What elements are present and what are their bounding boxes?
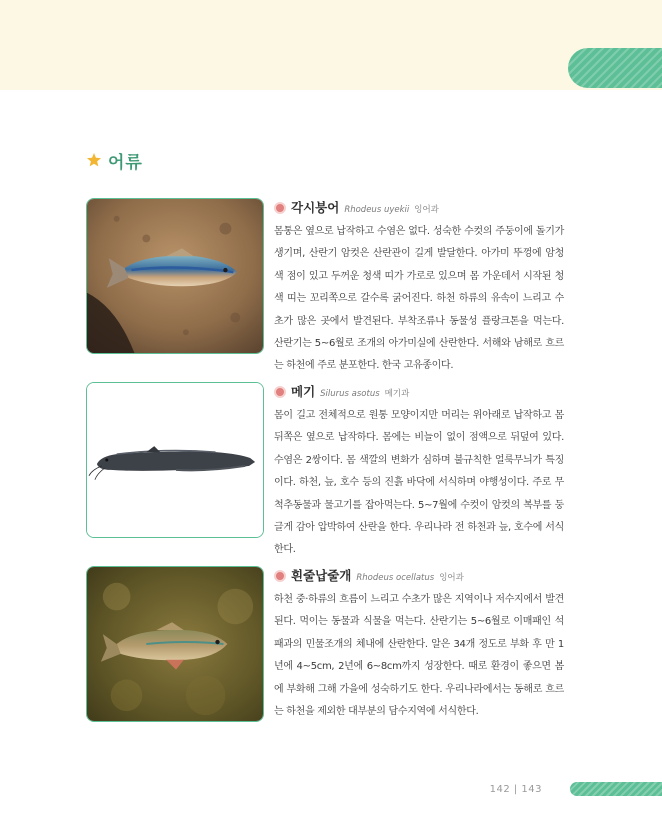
entry-title-row [274, 382, 564, 402]
star-icon [86, 152, 102, 168]
entry-text [274, 566, 564, 723]
family-name: 잉어과 [439, 573, 464, 583]
entry-title-row [274, 198, 564, 218]
species-description: 몸통은 옆으로 납작하고 수염은 없다. 성숙한 수컷의 주둥이에 돌기가 생기며, 산란기 암컷은 산란관이 길게 발달한다. 아가미 뚜껑에 암청색 점이 있고 두꺼운 청색 띠가 가로로 있으며 몸 가운데서 시작된 청색 띠는 꼬리쪽으로 갈수록 굵어진다. 하천 하류의 유속이 느리고 수초가 많은 곳에서 발견된다. 부착조류나 동물성 플랑크톤을 먹는다. 산란기는 5~6월로 조개의 아가미실에 산란한다. 서해와 남해로 흐르는 하천에 주로 분포한다. 한국 고유종이다. [274, 226, 564, 372]
entry-text [274, 382, 564, 562]
species-description: 하천 중·하류의 흐름이 느리고 수초가 많은 지역이나 저수지에서 발견된다. 먹이는 동물과 식물을 먹는다. 산란기는 5~6월로 이매패인 석패과의 민물조개의 체내에 산란한다. 알은 34개 정도로 부화 후 만 1년에 4~5cm, 2년에 6~8cm까지 성장한다. 때로 환경이 좋으면 봄에 부화해 그해 가을에 성숙하기도 한다. 우리나라에서는 동해로 흐르는 하천을 제외한 대부분의 담수지역에 서식한다. [274, 594, 564, 718]
entry-text [274, 198, 564, 378]
section-heading [86, 146, 143, 174]
scientific-name: Rhodeus ocellatus [356, 573, 435, 583]
footer-tab [570, 782, 662, 796]
catfish-photo [86, 382, 264, 538]
bullet-icon [274, 570, 286, 582]
family-name: 메기과 [384, 389, 410, 399]
fish-photo [86, 198, 264, 354]
section-title: 어류 [108, 152, 143, 173]
entry-title-row [274, 566, 564, 586]
top-band [0, 0, 662, 90]
bullet-icon [274, 386, 286, 398]
family-name: 잉어과 [414, 205, 439, 215]
scientific-name: Rhodeus uyekii [344, 205, 410, 215]
chapter-tab [568, 48, 662, 88]
species-name: 각시붕어 [291, 200, 340, 215]
species-description: 몸이 길고 전체적으로 원통 모양이지만 머리는 위아래로 납작하고 몸 뒤쪽은 옆으로 납작하다. 몸에는 비늘이 없이 점액으로 뒤덮여 있다. 수염은 2쌍이다. 몸 색깔의 변화가 심하며 불규칙한 얼룩무늬가 특징이다. 하천, 늪, 호수 등의 진흙 바닥에 서식하며 야행성이다. 주로 무척추동물과 물고기를 잡아먹는다. 5~7월에 수컷이 암컷의 복부를 둥글게 감아 압박하여 산란을 한다. 우리나라 전 하천과 늪, 호수에 서식한다. [274, 410, 564, 556]
page-number: 142 | 143 [489, 784, 542, 795]
fish-photo [86, 566, 264, 722]
bullet-icon [274, 202, 286, 214]
scientific-name: Silurus asotus [320, 389, 380, 399]
species-name: 흰줄납줄개 [291, 568, 352, 583]
species-name: 메기 [291, 384, 316, 399]
